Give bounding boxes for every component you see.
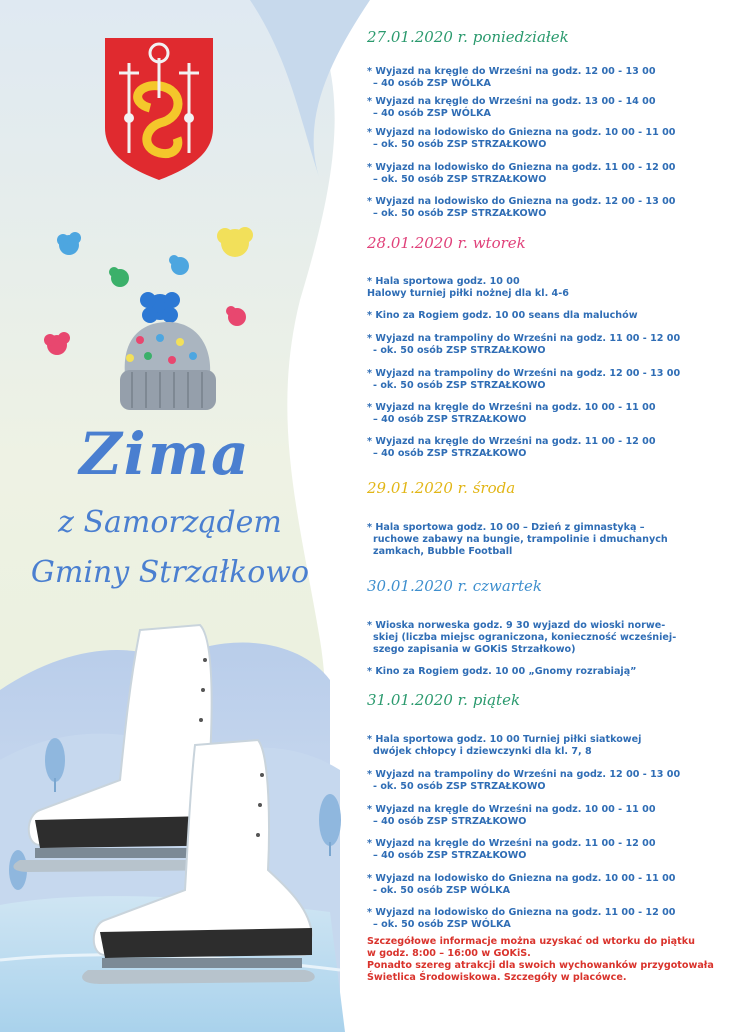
day-heading-monday: 27.01.2020 r. poniedziałek (367, 28, 569, 46)
event-item: * Wyjazd na trampoliny do Wrześni na godz. 12 00 - 13 00 - ok. 50 osób ZSP STRZAŁKOWO (367, 368, 681, 391)
event-item: * Kino za Rogiem godz. 10 00 seans dla maluchów (367, 310, 638, 321)
event-item: * Wyjazd na lodowisko do Gniezna na godz. 11 00 - 12 00 – ok. 50 osób ZSP STRZAŁKOWO (367, 162, 676, 185)
event-item: * Wyjazd na lodowisko do Gniezna na godz. 10 00 - 11 00 – ok. 50 osób ZSP STRZAŁKOWO (367, 127, 676, 150)
info-note: Szczegółowe informacje można uzyskać od wtorku do piątku w godz. 8:00 – 16:00 w GOKiS. Ponadto szereg atrakcji dla swoich wychowanków przygotowała Świetlica Środowiskowa. Szczegóły w placówce. (367, 936, 714, 983)
event-item: * Wyjazd na lodowisko do Gniezna na godz. 11 00 - 12 00 – ok. 50 osób ZSP WÓLKA (367, 907, 676, 930)
event-item: * Wyjazd na kręgle do Wrześni na godz. 13 00 - 14 00 – 40 osób ZSP WÓLKA (367, 96, 656, 119)
event-item: * Wioska norweska godz. 9 30 wyjazd do wioski norwe- skiej (liczba miejsc ograniczona, konieczność wcześniej- szego zapisania w GOKiS Strzałkowo) (367, 620, 677, 655)
event-item: * Wyjazd na kręgle do Wrześni na godz. 11 00 - 12 00 – 40 osób ZSP STRZAŁKOWO (367, 436, 656, 459)
event-item: * Wyjazd na trampoliny do Wrześni na godz. 11 00 - 12 00 - ok. 50 osób ZSP STRZAŁKOWO (367, 333, 681, 356)
event-item: * Hala sportowa godz. 10 00 Halowy turniej piłki nożnej dla kl. 4-6 (367, 276, 569, 299)
event-item: * Wyjazd na lodowisko do Gniezna na godz. 12 00 - 13 00 – ok. 50 osób ZSP STRZAŁKOWO (367, 196, 676, 219)
day-heading-thursday: 30.01.2020 r. czwartek (367, 577, 542, 595)
day-heading-friday: 31.01.2020 r. piątek (367, 691, 521, 709)
event-item: * Kino za Rogiem godz. 10 00 „Gnomy rozrabiają” (367, 666, 637, 677)
event-item: * Wyjazd na trampoliny do Wrześni na godz. 12 00 - 13 00 - ok. 50 osób ZSP STRZAŁKOWO (367, 769, 681, 792)
event-item: * Wyjazd na lodowisko do Gniezna na godz. 10 00 - 11 00 - ok. 50 osób ZSP WÓLKA (367, 873, 676, 896)
poster-title-line2: z Samorządem (58, 505, 282, 540)
event-item: * Wyjazd na kręgle do Wrześni na godz. 10 00 - 11 00 – 40 osób ZSP STRZAŁKOWO (367, 804, 656, 827)
event-item: * Hala sportowa godz. 10 00 – Dzień z gimnastyką – ruchowe zabawy na bungie, trampolinie i dmuchanych zamkach, Bubble Football (367, 522, 668, 557)
day-heading-tuesday: 28.01.2020 r. wtorek (367, 234, 526, 252)
event-item: * Wyjazd na kręgle do Wrześni na godz. 11 00 - 12 00 – 40 osób ZSP STRZAŁKOWO (367, 838, 656, 861)
poster-title-line3: Gminy Strzałkowo (30, 555, 310, 590)
day-heading-wednesday: 29.01.2020 r. środa (367, 479, 516, 497)
coat-of-arms (105, 38, 213, 180)
event-item: * Wyjazd na kręgle do Wrześni na godz. 10 00 - 11 00 – 40 osób ZSP STRZAŁKOWO (367, 402, 656, 425)
event-item: * Wyjazd na kręgle do Wrześni na godz. 12 00 - 13 00 – 40 osób ZSP WÓLKA (367, 66, 656, 89)
poster-title-main: Zima (79, 420, 251, 488)
event-item: * Hala sportowa godz. 10 00 Turniej piłki siatkowej dwójek chłopcy i dziewczynki dla kl. 7, 8 (367, 734, 642, 757)
